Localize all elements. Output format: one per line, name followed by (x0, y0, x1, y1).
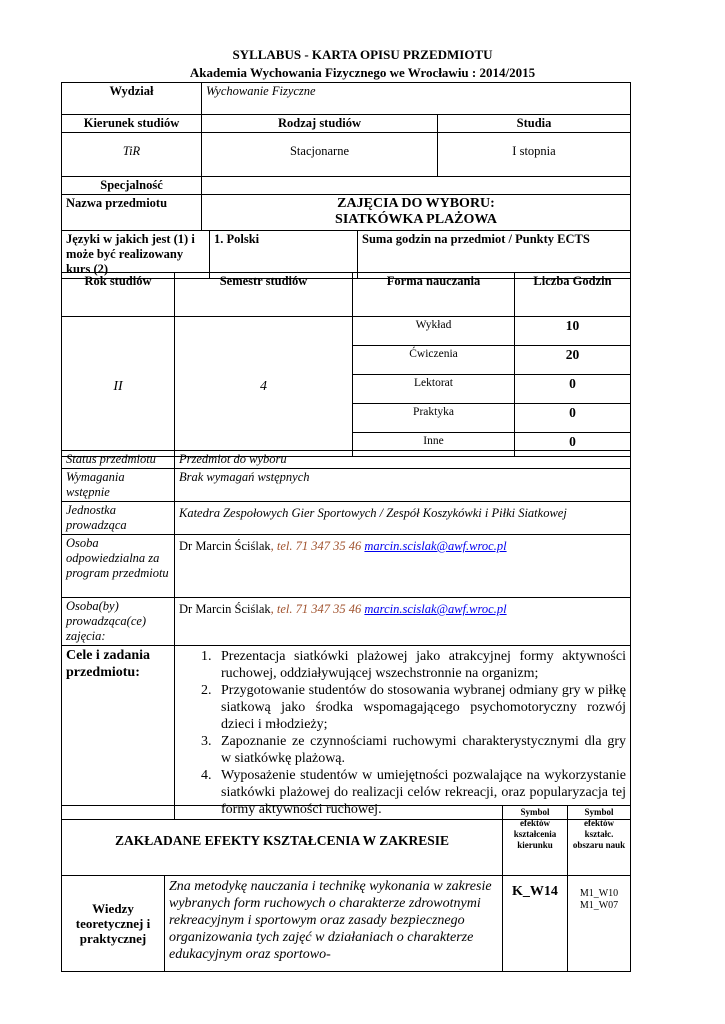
lecturer-label: Osoba(by) prowadząca(ce) zajęcia: (62, 598, 175, 646)
knowledge-symbol: K_W14 (503, 876, 568, 972)
responsible-person-email-link[interactable]: marcin.scislak@awf.wroc.pl (364, 539, 507, 553)
knowledge-label: Wiedzy teoretycznej i praktycznej (62, 876, 165, 972)
responsible-person-phone: , tel. 71 347 35 46 (270, 539, 365, 553)
requirements-value: Brak wymagań wstępnych (175, 469, 631, 502)
lecturer-email-link[interactable]: marcin.scislak@awf.wroc.pl (364, 602, 507, 616)
study-type-value: Stacjonarne (202, 133, 438, 177)
faculty-value: Wychowanie Fizyczne (202, 83, 631, 115)
form-lecture: Wykład (353, 317, 515, 346)
semester-header: Semestr studiów (175, 273, 353, 317)
form-practice: Praktyka (353, 404, 515, 433)
field-of-study-value: TiR (62, 133, 202, 177)
knowledge-area-symbol: M1_W10 (579, 888, 619, 899)
objective-item: 1. Prezentacja siatkówki plażowej jako atrakcyjnej formy aktywności ruchowej, oddziaływującej wszechstronnie na organizm; (215, 648, 626, 682)
hours-table (61, 272, 631, 457)
document-subtitle: Akademia Wychowania Fizycznego we Wrocławiu : 2014/2015 (189, 65, 536, 80)
outcomes-symbol-area-header: Symbol efektów kształc. obszaru nauk (568, 806, 631, 876)
hours-other: 0 (515, 433, 631, 457)
course-header-table (61, 82, 631, 279)
objective-item: 4. Wyposażenie studentów w umiejętności pozwalające na wykorzystanie siatkówki plażowej do realizacji celów rekreacji, oraz popularyzacja tej formy aktywności ruchowej. (215, 767, 626, 818)
objective-item: 2. Przygotowanie studentów do stosowania wybranej odmiany gry w piłkę siatkową jako środka wspomagającego psychomotoryczny rozwój dzieci i młodzieży; (215, 682, 626, 733)
responsible-person-label: Osoba odpowiedzialna za program przedmiotu (62, 535, 175, 598)
unit-value: Katedra Zespołowych Gier Sportowych / Zespół Koszykówki i Piłki Siatkowej (175, 502, 631, 535)
semester-value: 4 (175, 317, 353, 457)
course-name-label: Nazwa przedmiotu (62, 195, 202, 231)
learning-outcomes-table (61, 805, 631, 972)
hours-practice: 0 (515, 404, 631, 433)
hours-lecture: 10 (515, 317, 631, 346)
specialization-label: Specjalność (62, 177, 202, 195)
hours-exercises: 20 (515, 346, 631, 375)
specialization-value (202, 177, 631, 195)
responsible-person-name: Dr Marcin Ściślak (179, 539, 271, 553)
hours-language: 0 (515, 375, 631, 404)
study-level-header: Studia (438, 115, 631, 133)
year-header: Rok studiów (62, 273, 175, 317)
status-value: Przedmiot do wyboru (175, 451, 631, 469)
lecturer-value (175, 598, 631, 646)
unit-label: Jednostka prowadząca (62, 502, 175, 535)
lecturer-name: Dr Marcin Ściślak (179, 602, 271, 616)
year-value: II (62, 317, 175, 457)
status-label: Status przedmiotu (62, 451, 175, 469)
lecturer-phone: , tel. 71 347 35 46 (270, 602, 365, 616)
form-header: Forma nauczania (353, 273, 515, 317)
knowledge-area-symbol: M1_W07 (579, 900, 619, 911)
outcomes-title: ZAKŁADANE EFEKTY KSZTAŁCENIA W ZAKRESIE (62, 806, 503, 876)
languages-value: 1. Polski (210, 231, 358, 279)
course-name-line2: SIATKÓWKA PLAŻOWA (335, 212, 497, 227)
study-level-value: I stopnia (438, 133, 631, 177)
study-type-header: Rodzaj studiów (202, 115, 438, 133)
course-info-table (61, 450, 631, 820)
objective-item: 3. Zapoznanie ze czynnościami ruchowymi charakterystycznymi dla gry w siatkówkę plażową. (215, 733, 626, 767)
course-name-value (202, 195, 631, 231)
faculty-label: Wydział (62, 83, 202, 115)
form-exercises: Ćwiczenia (353, 346, 515, 375)
requirements-label: Wymagania wstępnie (62, 469, 175, 502)
objectives-list (179, 648, 626, 818)
objectives-list-cell (175, 646, 631, 820)
responsible-person-value (175, 535, 631, 598)
hours-ects-label: Suma godzin na przedmiot / Punkty ECTS (358, 231, 631, 279)
hours-header: Liczba Godzin (515, 273, 631, 317)
form-language: Lektorat (353, 375, 515, 404)
course-name-line1: ZAJĘCIA DO WYBORU: (337, 196, 495, 211)
knowledge-area-symbols (568, 876, 631, 972)
field-of-study-header: Kierunek studiów (62, 115, 202, 133)
objectives-label: Cele i zadania przedmiotu: (62, 646, 175, 820)
knowledge-description: Zna metodykę nauczania i technikę wykonania w zakresie wybranych form ruchowych o charakterze zdrowotnymi rekreacyjnym i sportowym oraz zasady bezpiecznego organizowania tych zajęć w działaniach o charakterze edukacyjnym oraz sportowo- (165, 876, 503, 972)
outcomes-symbol-field-header: Symbol efektów kształcenia kierunku (503, 806, 568, 876)
languages-label: Języki w jakich jest (1) i może być realizowany kurs (2) (62, 231, 210, 279)
form-other: Inne (353, 433, 515, 457)
document-title: SYLLABUS - KARTA OPISU PRZEDMIOTU (232, 47, 493, 62)
